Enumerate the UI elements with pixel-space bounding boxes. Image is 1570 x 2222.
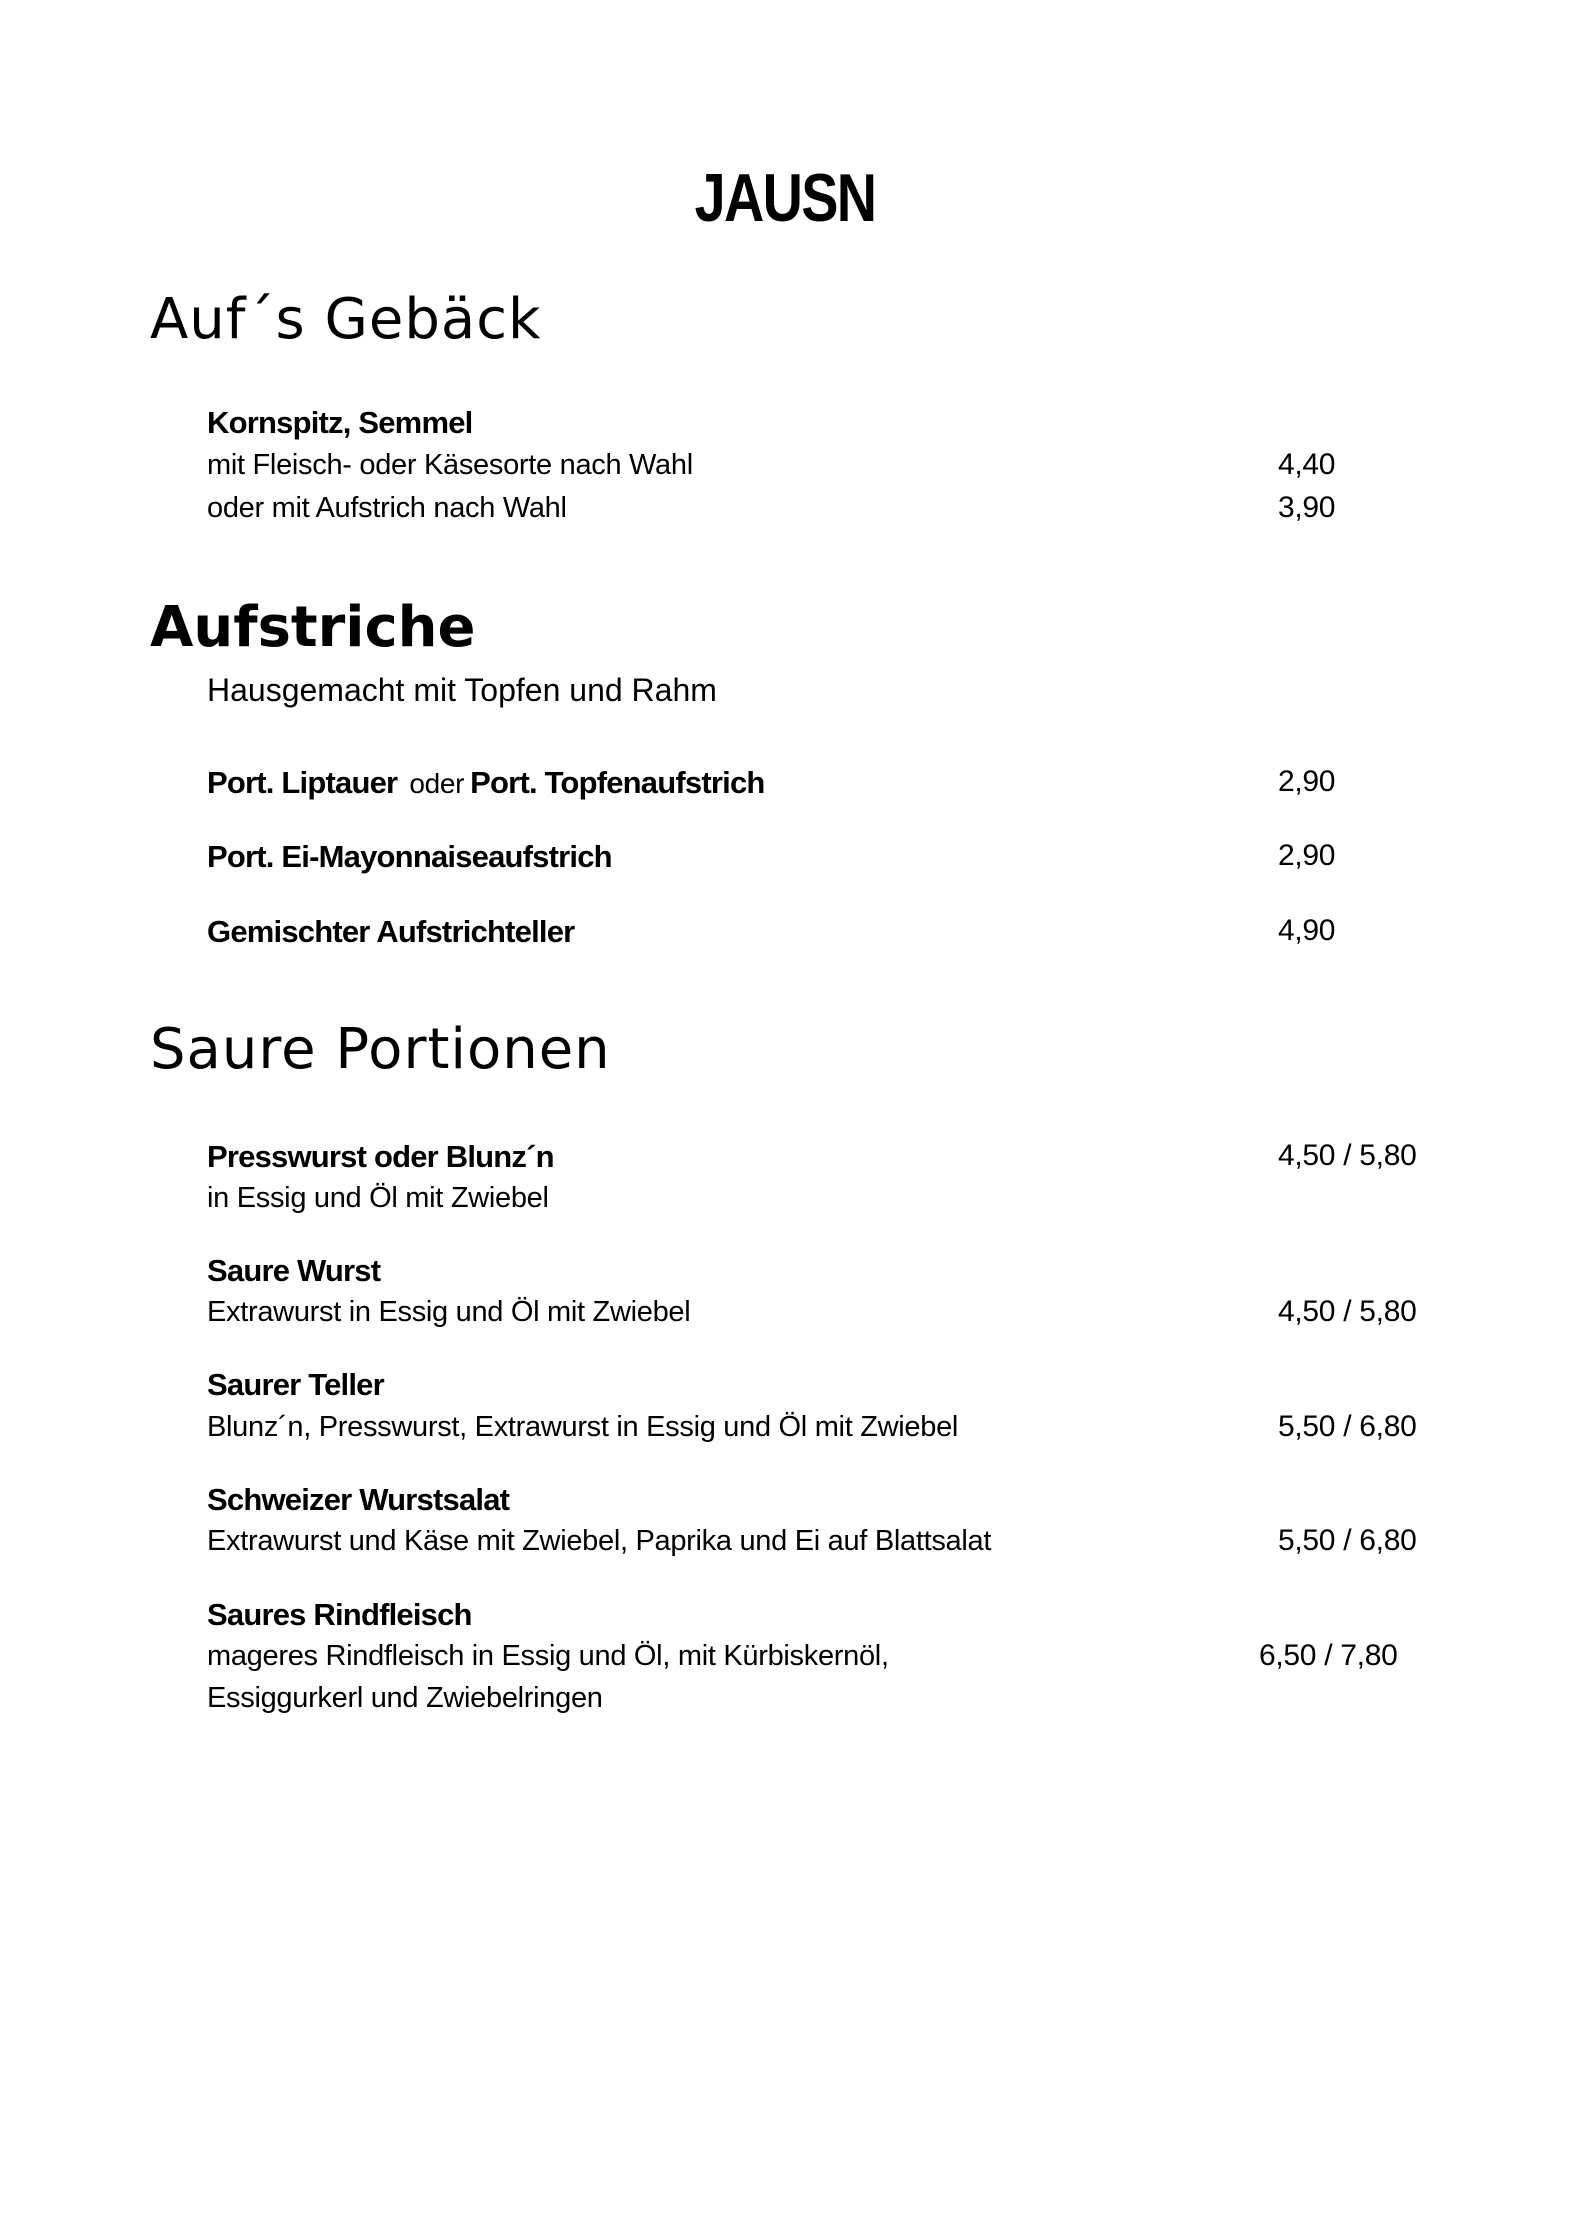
item-price: 4,40 xyxy=(1278,448,1336,481)
item-description: mit Fleisch- oder Käsesorte nach Wahl xyxy=(207,449,693,481)
item-price: 2,90 xyxy=(1278,839,1336,872)
item-price: 4,50 / 5,80 xyxy=(1278,1139,1417,1172)
item-name-saurer-teller: Saurer Teller xyxy=(207,1367,384,1402)
item-connector: oder xyxy=(409,768,465,799)
item-description: Blunz´n, Presswurst, Extrawurst in Essig und Öl mit Zwiebel xyxy=(207,1411,959,1443)
section-intro: Hausgemacht mit Topfen und Rahm xyxy=(207,672,717,708)
item-price: 2,90 xyxy=(1278,765,1336,798)
section-heading-saure-portionen: Saure Portionen xyxy=(150,1017,611,1082)
item-price: 6,50 / 7,80 xyxy=(1259,1639,1398,1672)
item-name-kornspitz-semmel: Kornspitz, Semmel xyxy=(207,405,473,440)
item-name-saures-rindfleisch: Saures Rindfleisch xyxy=(207,1597,472,1632)
item-price: 5,50 / 6,80 xyxy=(1278,1410,1417,1443)
item-name-topfenaufstrich: Port. Topfenaufstrich xyxy=(470,765,765,800)
item-description: Essiggurkerl und Zwiebelringen xyxy=(207,1682,603,1714)
section-heading-aufstriche: Aufstriche xyxy=(150,595,476,660)
item-description: in Essig und Öl mit Zwiebel xyxy=(207,1182,549,1214)
item-description: Extrawurst in Essig und Öl mit Zwiebel xyxy=(207,1296,691,1328)
item-price: 5,50 / 6,80 xyxy=(1278,1524,1417,1557)
item-name-presswurst-blunzn: Presswurst oder Blunz´n xyxy=(207,1139,554,1174)
item-price: 4,50 / 5,80 xyxy=(1278,1295,1417,1328)
item-name-schweizer-wurstsalat: Schweizer Wurstsalat xyxy=(207,1482,510,1517)
page-title: JAUSN xyxy=(694,160,876,236)
item-name-liptauer-topfenaufstrich xyxy=(207,764,765,803)
item-price: 4,90 xyxy=(1278,914,1336,947)
item-description: Extrawurst und Käse mit Zwiebel, Paprika und Ei auf Blattsalat xyxy=(207,1525,992,1557)
section-heading-aufs-gebaeck: Auf´s Gebäck xyxy=(150,287,542,352)
item-description: oder mit Aufstrich nach Wahl xyxy=(207,492,567,524)
item-name-ei-mayonnaiseaufstrich: Port. Ei-Mayonnaiseaufstrich xyxy=(207,839,612,874)
item-name-liptauer: Port. Liptauer xyxy=(207,765,398,800)
item-price: 3,90 xyxy=(1278,491,1336,524)
item-name-aufstrichteller: Gemischter Aufstrichteller xyxy=(207,914,575,949)
item-description: mageres Rindfleisch in Essig und Öl, mit Kürbiskernöl, xyxy=(207,1640,889,1672)
item-name-saure-wurst: Saure Wurst xyxy=(207,1253,381,1288)
